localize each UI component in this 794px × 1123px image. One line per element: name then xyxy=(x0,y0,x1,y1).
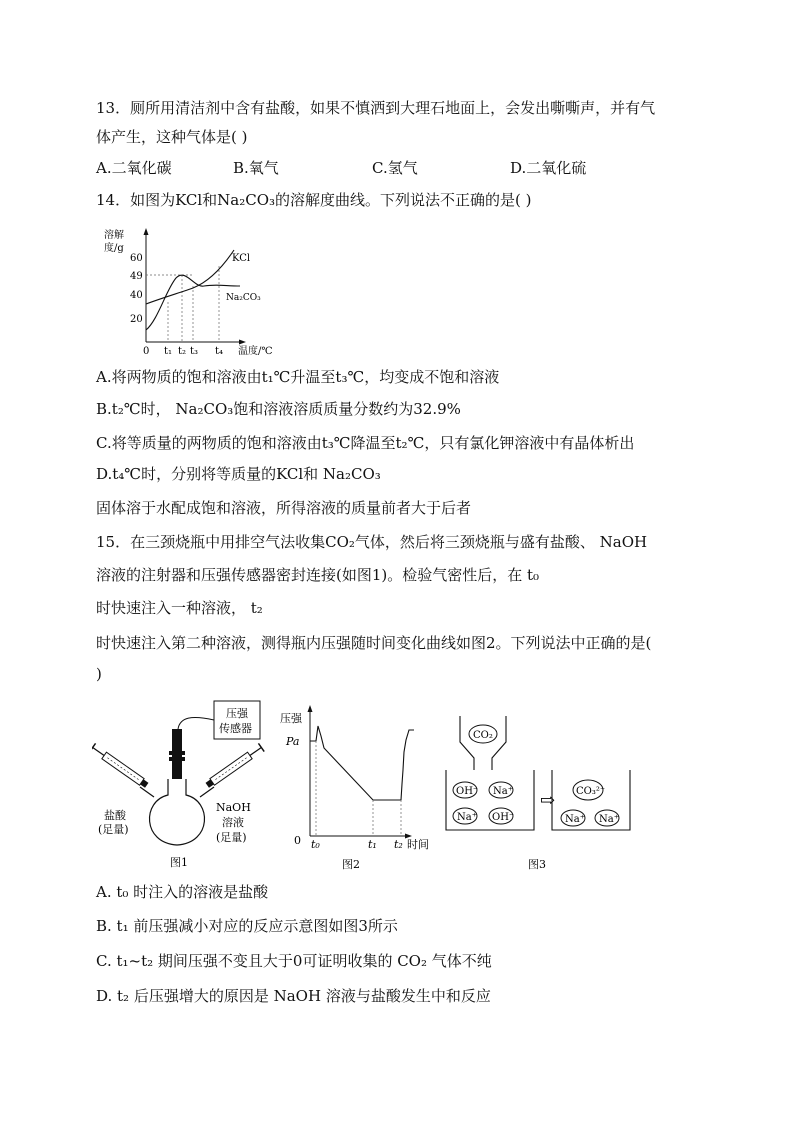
funnel-left xyxy=(460,716,474,770)
right-neck xyxy=(200,787,214,797)
left-neck xyxy=(140,787,154,797)
fig2-xlabel: 时间 xyxy=(407,838,429,851)
fig2-y-arrow xyxy=(308,705,313,712)
sensor-label-line1: 压强 xyxy=(226,707,248,720)
ion-right-2-label: Na⁺ xyxy=(565,814,585,825)
xtick-t1: t₁ xyxy=(164,346,173,357)
fig3-reaction-diagram xyxy=(440,710,640,875)
fig2-pa: Pa xyxy=(286,735,300,748)
three-neck-flask xyxy=(150,779,205,845)
ion-right-1-label: CO₃²⁻ xyxy=(576,786,606,797)
right-syringe xyxy=(204,743,264,789)
co2-label: CO₂ xyxy=(473,730,493,741)
q14-option-d: D.t₄℃时，分别将等质量的KCl和 Na₂CO₃ xyxy=(96,465,381,483)
right-label-line2: 溶液 xyxy=(222,816,244,829)
q13-option-a: A.二氧化碳 xyxy=(96,159,172,177)
fig2-origin: 0 xyxy=(294,834,301,847)
q15-stem-line1: 15．在三颈烧瓶中用排空气法收集CO₂气体，然后将三颈烧瓶与盛有盐酸、 NaOH xyxy=(96,533,648,551)
kcl-label: KCl xyxy=(232,253,251,264)
fig2-pressure-curve xyxy=(280,700,445,875)
right-label-line1: NaOH xyxy=(216,801,251,814)
stopper-mid-1 xyxy=(169,751,185,755)
funnel-right xyxy=(492,716,506,770)
ytick-49: 49 xyxy=(130,271,143,282)
right-label-line3: (足量) xyxy=(216,831,247,844)
stopper-mid-2 xyxy=(169,757,185,761)
ion-left-2-label: Na⁺ xyxy=(493,786,513,797)
q13-stem-line1: 13．厕所用清洁剂中含有盐酸，如果不慎洒到大理石地面上，会发出嘶嘶声，并有气 xyxy=(96,99,656,117)
kcl-curve xyxy=(146,250,234,304)
fig2-t2: t₂ xyxy=(394,838,403,851)
q14-option-d-cont: 固体溶于水配成饱和溶液，所得溶液的质量前者大于后者 xyxy=(96,499,472,517)
chart-ylabel-line1: 溶解 xyxy=(104,230,124,241)
xtick-t4: t₄ xyxy=(215,346,224,357)
sensor-label-line2: 传感器 xyxy=(219,722,252,735)
q15-option-b: B. t₁ 前压强减小对应的反应示意图如图3所示 xyxy=(96,917,398,935)
left-syringe xyxy=(92,743,150,789)
q13-option-d: D.二氧化硫 xyxy=(510,159,587,177)
q13-option-c: C.氢气 xyxy=(372,159,418,177)
ion-right-3-label: Na⁺ xyxy=(599,814,619,825)
xtick-0: 0 xyxy=(143,346,150,357)
fig2-t1: t₁ xyxy=(368,838,377,851)
q13-stem-line2: 体产生，这种气体是( ) xyxy=(96,128,248,146)
ytick-20: 20 xyxy=(130,314,143,325)
fig2-caption: 图2 xyxy=(342,858,360,871)
ion-left-3-label: Na⁺ xyxy=(457,812,477,823)
q15-stem-line4: 时快速注入第二种溶液，测得瓶内压强随时间变化曲线如图2。下列说法中正确的是( xyxy=(96,634,652,652)
sensor-wire xyxy=(178,717,214,729)
q14-option-c: C.将等质量的两物质的饱和溶液由t₃℃降温至t₂℃，只有氯化钾溶液中有晶体析出 xyxy=(96,434,635,452)
q15-option-a: A. t₀ 时注入的溶液是盐酸 xyxy=(96,883,269,901)
ion-left-1-label: OH⁻ xyxy=(456,786,479,797)
xtick-t3: t₃ xyxy=(190,346,199,357)
ytick-60: 60 xyxy=(130,253,143,264)
fig1-caption: 图1 xyxy=(170,856,188,869)
fig2-t0: t₀ xyxy=(311,838,320,851)
chart-xlabel: 温度/℃ xyxy=(238,346,273,357)
ytick-40: 40 xyxy=(130,290,143,301)
chart-x-arrow xyxy=(239,340,246,345)
reaction-arrow: ⇨ xyxy=(540,790,556,811)
q14-stem: 14．如图为KCl和Na₂CO₃的溶解度曲线。下列说法不正确的是( ) xyxy=(96,191,532,209)
fig3-caption: 图3 xyxy=(528,858,546,871)
q13-option-b: B.氧气 xyxy=(233,159,279,177)
q14-option-a: A.将两物质的饱和溶液由t₁℃升温至t₃℃，均变成不饱和溶液 xyxy=(96,368,500,386)
q15-stem-line2: 溶液的注射器和压强传感器密封连接(如图1)。检验气密性后，在 t₀ xyxy=(96,566,540,584)
q15-stem-line5: ) xyxy=(96,665,102,683)
xtick-t2: t₂ xyxy=(178,346,187,357)
chart-ylabel-line2: 度/g xyxy=(104,243,124,254)
q15-option-d: D. t₂ 后压强增大的原因是 NaOH 溶液与盐酸发生中和反应 xyxy=(96,987,491,1005)
chart-y-arrow xyxy=(144,228,149,235)
left-label-line1: 盐酸 xyxy=(104,809,126,822)
q15-option-c: C. t₁~t₂ 期间压强不变且大于0可证明收集的 CO₂ 气体不纯 xyxy=(96,952,492,970)
fig2-ylabel: 压强 xyxy=(280,712,302,725)
fig2-pressure-line xyxy=(310,726,414,800)
left-label-line2: (足量) xyxy=(98,823,129,836)
ion-left-4-label: OH⁻ xyxy=(492,812,515,823)
q15-stem-line3: 时快速注入一种溶液， t₂ xyxy=(96,599,263,617)
solubility-chart xyxy=(100,224,280,358)
na2co3-label: Na₂CO₃ xyxy=(226,293,261,303)
q14-option-b: B.t₂℃时， Na₂CO₃饱和溶液溶质质量分数约为32.9% xyxy=(96,400,461,418)
fig1-apparatus xyxy=(92,695,272,875)
